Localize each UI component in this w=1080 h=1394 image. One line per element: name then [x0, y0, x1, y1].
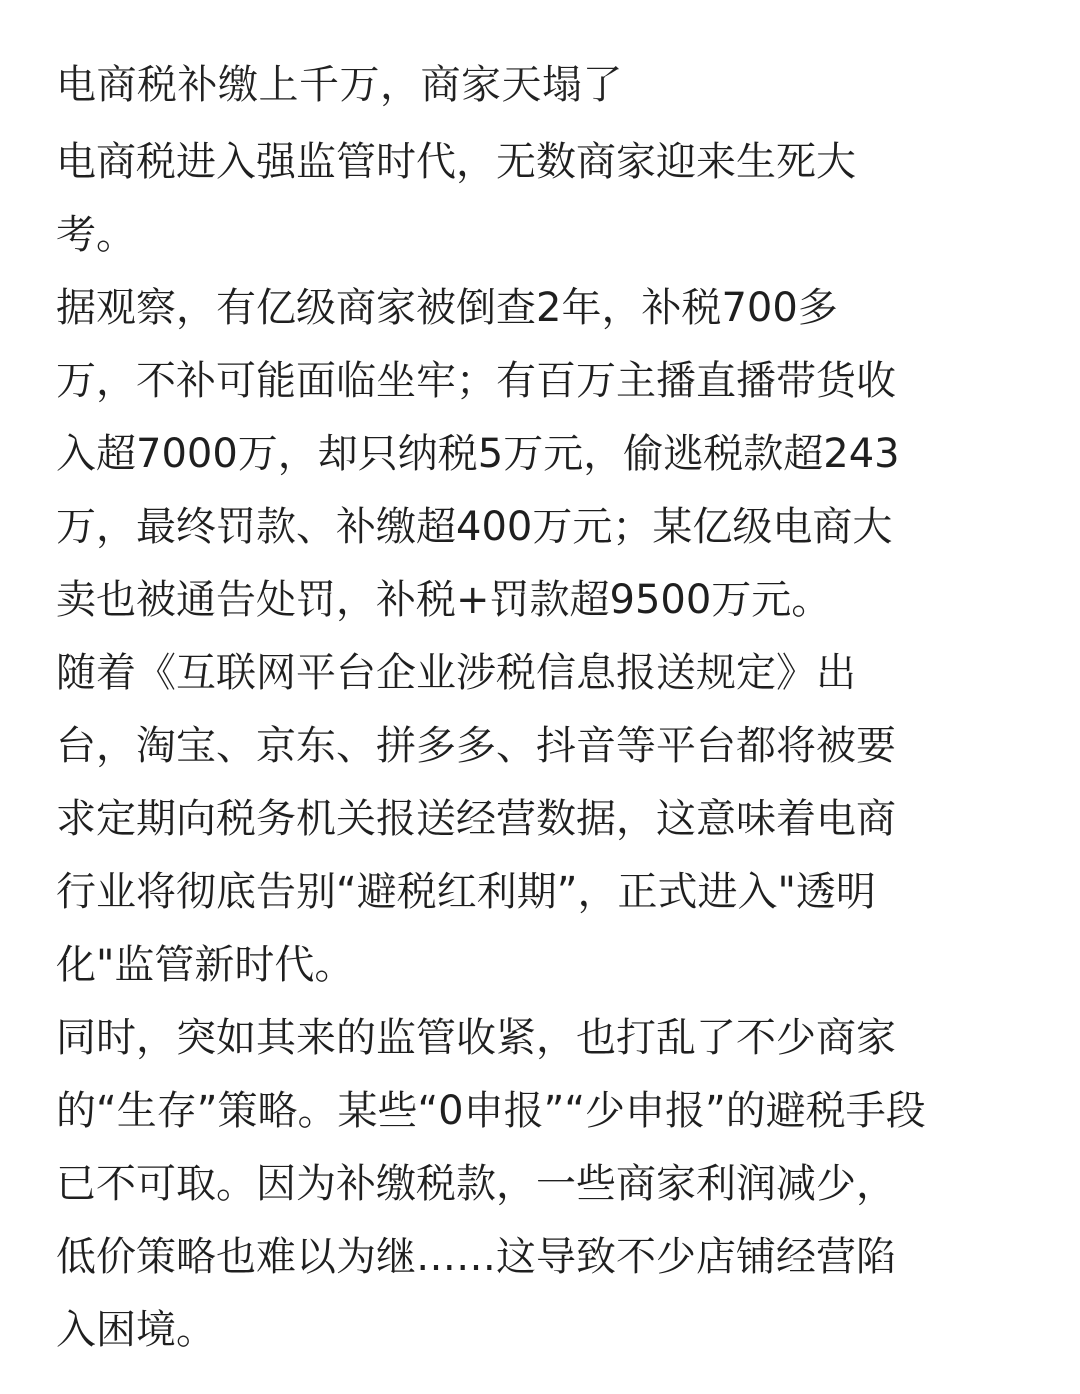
- paragraph-line: 求定期向税务机关报送经营数据，这意味着电商: [56, 796, 896, 842]
- paragraph-line: 的“生存”策略。某些“0申报”“少申报”的避税手段: [56, 1088, 926, 1134]
- paragraph-line: 低价策略也难以为继……这导致不少店铺经营陷: [56, 1234, 896, 1280]
- paragraph-line: 卖也被通告处罚，补税+罚款超9500万元。: [56, 577, 832, 623]
- paragraph-line: 随着《互联网平台企业涉税信息报送规定》出: [56, 650, 856, 696]
- paragraph-line: 电商税进入强监管时代，无数商家迎来生死大: [56, 139, 856, 185]
- paragraph-line: 同时，突如其来的监管收紧，也打乱了不少商家: [56, 1015, 896, 1061]
- paragraph-line: 台，淘宝、京东、拼多多、抖音等平台都将被要: [56, 723, 896, 769]
- paragraph-intro: [56, 126, 1024, 272]
- article-title: 电商税补缴上千万，商家天塌了: [56, 62, 623, 108]
- paragraph-observation: [56, 272, 1024, 637]
- paragraph-line: 入超7000万，却只纳税5万元，偷逃税款超243: [56, 431, 900, 477]
- paragraph-line: 万，不补可能面临坐牢；有百万主播直播带货收: [56, 358, 896, 404]
- paragraph-line: 据观察，有亿级商家被倒查2年，补税700多: [56, 285, 838, 331]
- paragraph-impact: [56, 1002, 1024, 1367]
- paragraph-line: 入困境。: [56, 1307, 216, 1353]
- paragraph-line: 万，最终罚款、补缴超400万元；某亿级电商大: [56, 504, 893, 550]
- paragraph-line: 已不可取。因为补缴税款，一些商家利润减少，: [56, 1161, 896, 1207]
- paragraph-line: 化"监管新时代。: [56, 942, 355, 988]
- paragraph-line: 行业将彻底告别“避税红利期”，正式进入"透明: [56, 869, 876, 915]
- paragraph-regulation: [56, 637, 1024, 1002]
- paragraph-line: 考。: [56, 212, 136, 258]
